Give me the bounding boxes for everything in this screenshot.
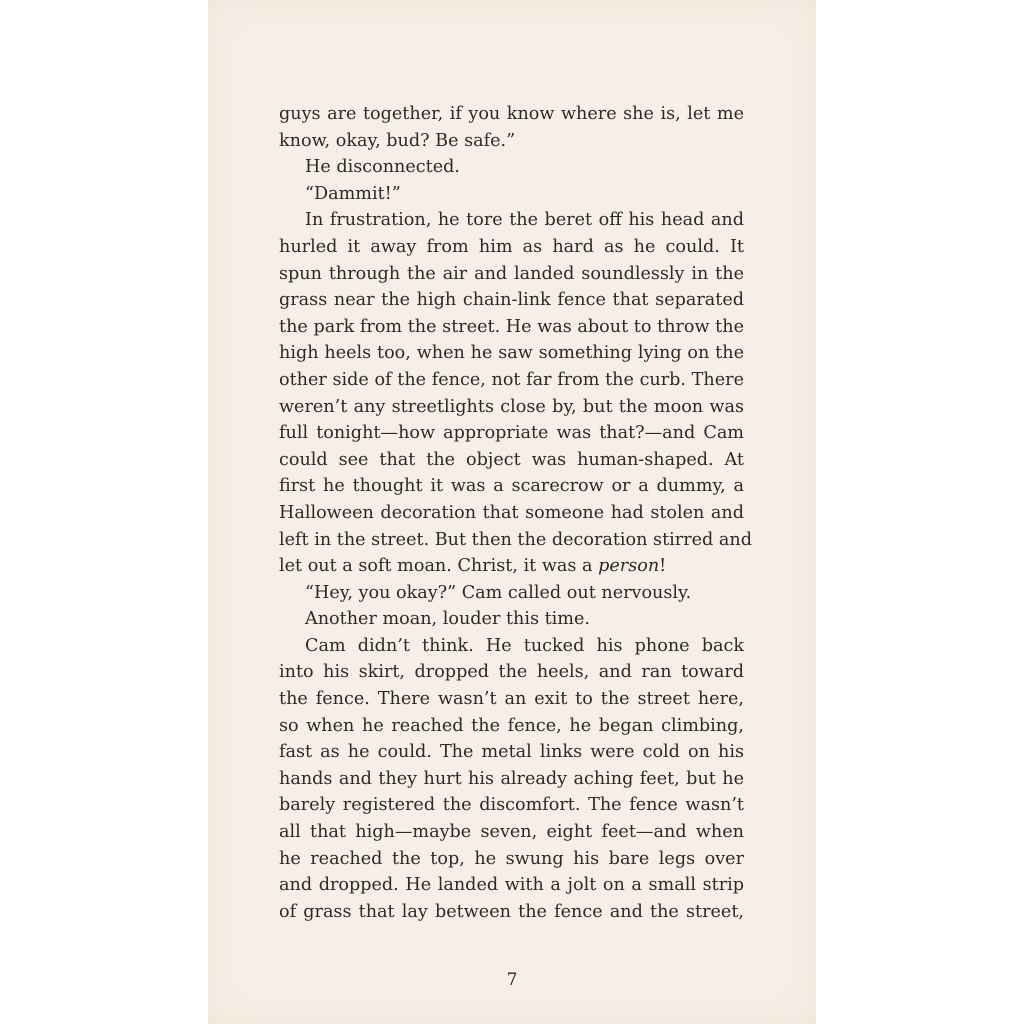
text-line-content: the fence. There wasn’t an exit to the street here, (279, 689, 744, 710)
text-line (279, 633, 744, 660)
text-line-content: hands and they hurt his already aching feet, but he (279, 768, 744, 789)
text-line-content: grass near the high chain-link fence that separated (279, 290, 744, 311)
text-line (279, 473, 744, 500)
text-line-content: spun through the air and landed soundlessly in the (279, 263, 744, 284)
text-line (279, 686, 744, 713)
text-line (279, 287, 744, 314)
text-line (279, 261, 744, 288)
text-line-content: left in the street. But then the decoration stirred and (279, 529, 752, 550)
text-line (279, 500, 744, 527)
text-line (279, 606, 744, 633)
italic-word: person (598, 556, 660, 577)
text-line (279, 314, 744, 341)
text-line-content: “Dammit!” (305, 183, 401, 204)
text-line (279, 128, 744, 155)
text-line-content: He disconnected. (305, 157, 460, 178)
text-line-content: could see that the object was human-shaped. At (279, 449, 744, 470)
text-line (279, 234, 744, 261)
text-line-content: the park from the street. He was about to throw the (279, 316, 744, 337)
text-line-content: full tonight—how appropriate was that?—and Cam (279, 423, 744, 444)
text-line-content: Halloween decoration that someone had stolen and (279, 502, 744, 523)
text-line (279, 553, 744, 580)
text-line (279, 739, 744, 766)
text-line-content: weren’t any streetlights close by, but the moon was (279, 396, 744, 417)
text-line (279, 766, 744, 793)
text-line (279, 872, 744, 899)
text-line-content: know, okay, bud? Be safe.” (279, 130, 516, 151)
text-line-content: barely registered the discomfort. The fence wasn’t (279, 795, 744, 816)
text-line (279, 181, 744, 208)
text-line (279, 367, 744, 394)
text-line-content: guys are together, if you know where she is, let me (279, 104, 744, 124)
text-line (279, 101, 744, 128)
text-line-content: all that high—maybe seven, eight feet—and when (279, 822, 744, 843)
page-number: 7 (506, 970, 518, 990)
text-line-content: of grass that lay between the fence and the street, (279, 901, 744, 922)
book-page (208, 0, 816, 1024)
text-line (279, 207, 744, 234)
text-line (279, 394, 744, 421)
text-line (279, 846, 744, 873)
text-line-content: so when he reached the fence, he began climbing, (279, 715, 744, 736)
text-line-tail: ! (659, 556, 667, 577)
text-line-content: “Hey, you okay?” Cam called out nervously. (305, 582, 692, 603)
text-line-content: into his skirt, dropped the heels, and ran toward (279, 662, 744, 683)
text-line (279, 420, 744, 447)
text-line (279, 899, 744, 926)
text-line (279, 154, 744, 181)
body-text (279, 101, 752, 925)
text-line-content: fast as he could. The metal links were cold on his (279, 742, 744, 763)
text-line-content: high heels too, when he saw something lying on the (279, 343, 744, 364)
text-line (279, 659, 744, 686)
text-line (279, 340, 744, 367)
text-line-content: let out a soft moan. Christ, it was a (279, 556, 599, 577)
text-line-content: and dropped. He landed with a jolt on a small strip (279, 875, 744, 896)
text-line (279, 713, 744, 740)
text-line-content: In frustration, he tore the beret off his head and (305, 210, 744, 231)
text-line (279, 447, 744, 474)
text-line (279, 819, 744, 846)
text-line (279, 792, 744, 819)
text-line (279, 580, 744, 607)
text-line-content: hurled it away from him as hard as he could. It (279, 236, 744, 257)
text-line-content: other side of the fence, not far from the curb. There (279, 369, 744, 390)
text-line-content: Another moan, louder this time. (305, 609, 590, 630)
text-line-content: first he thought it was a scarecrow or a dummy, a (279, 476, 744, 497)
text-line (279, 527, 752, 554)
text-line-content: Cam didn’t think. He tucked his phone back (305, 635, 744, 656)
text-line-content: he reached the top, he swung his bare legs over (279, 848, 744, 869)
